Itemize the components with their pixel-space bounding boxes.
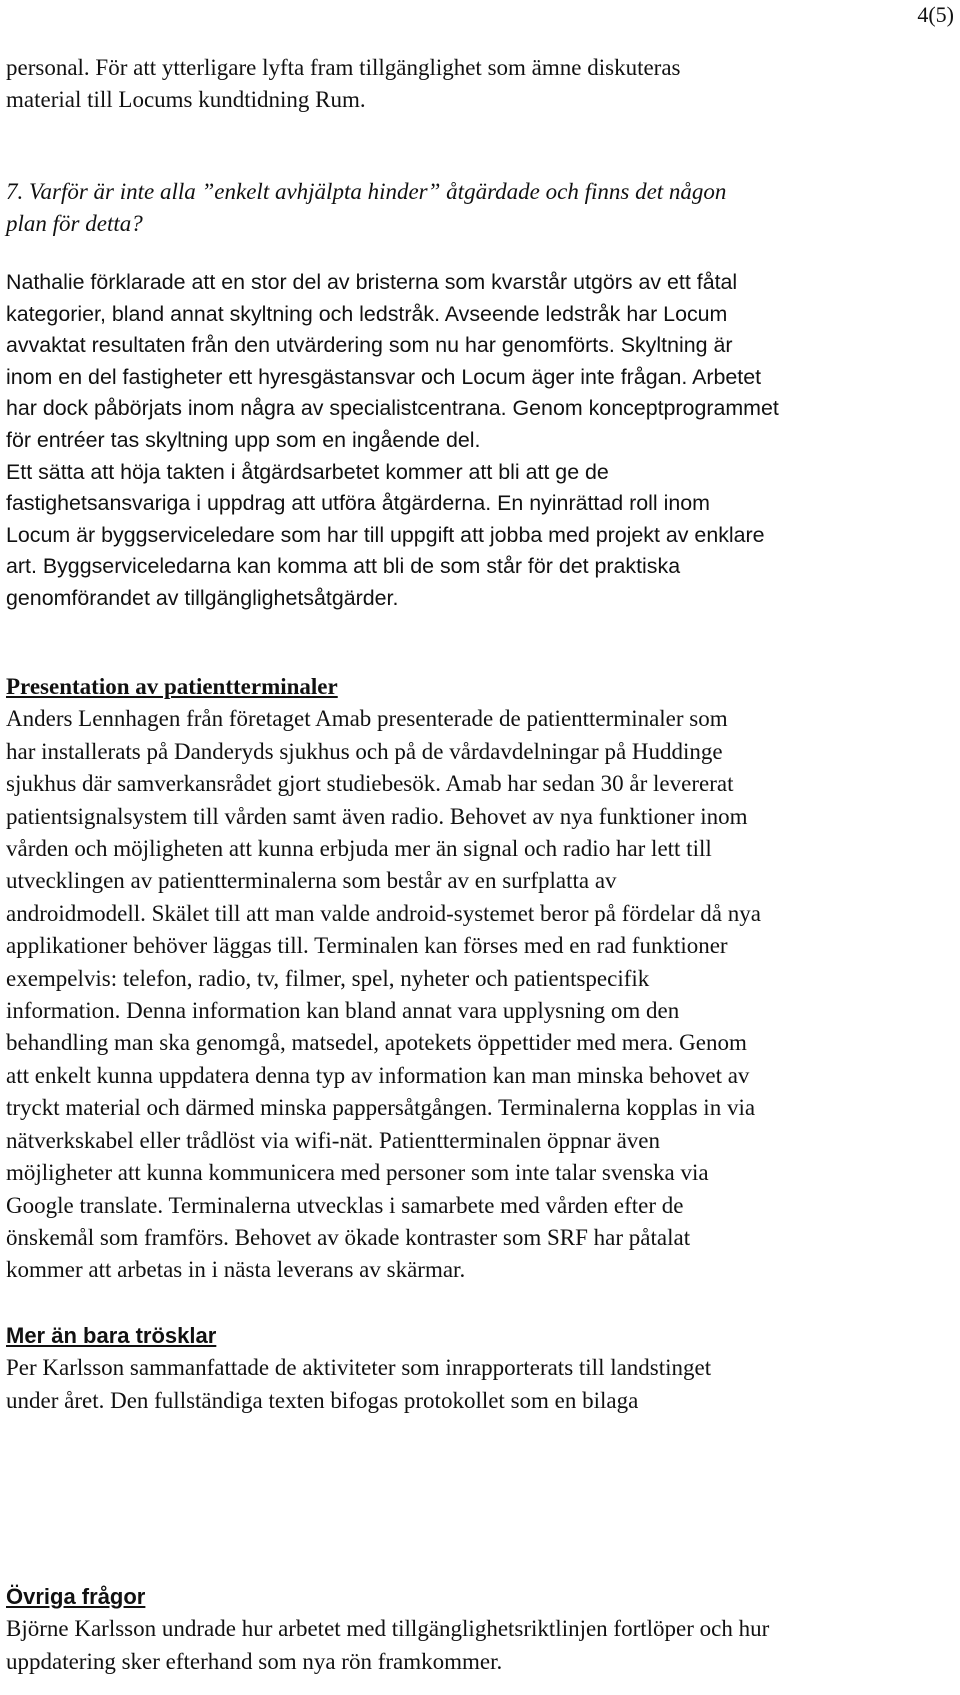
answer-7-paragraph (6, 267, 956, 615)
text-line: applikationer behöver läggas till. Terminalen kan förses med en rad funktioner (6, 933, 728, 959)
section-heading: Övriga frågor (6, 1584, 146, 1609)
text-line: nätverkskabel eller trådlöst via wifi-nät. Patientterminalen öppnar även (6, 1127, 660, 1153)
text-line: Björne Karlsson undrade hur arbetet med tillgänglighetsriktlinjen fortlöper och hur (6, 1616, 770, 1642)
text-line: möjligheter att kunna kommunicera med personer som inte talar svenska via (6, 1160, 709, 1186)
text-line: för entréer tas skyltning upp som en ingående del. (6, 427, 481, 452)
text-line: Google translate. Terminalerna utvecklas i samarbete med vården efter de (6, 1192, 684, 1218)
section-other-questions (6, 1581, 956, 1678)
text-line: patientsignalsystem till vården samt även radio. Behovet av nya funktioner inom (6, 803, 748, 829)
text-line: personal. För att ytterligare lyfta fram tillgänglighet som ämne diskuteras (6, 55, 681, 80)
section-more-than-thresholds (6, 1320, 956, 1417)
text-line: kategorier, bland annat skyltning och ledstråk. Avseende ledstråk har Locum (6, 301, 728, 326)
text-line: att enkelt kunna uppdatera denna typ av information kan man minska behovet av (6, 1062, 750, 1088)
text-line: har installerats på Danderyds sjukhus och på de vårdavdelningar på Huddinge (6, 738, 723, 764)
text-line: Nathalie förklarade att en stor del av bristerna som kvarstår utgörs av ett fåtal (6, 270, 738, 294)
text-line: vården och möjligheten att kunna erbjuda mer än signal och radio har lett till (6, 836, 712, 862)
page-number: 4(5) (917, 2, 954, 27)
section-patient-terminals (6, 671, 956, 1287)
text-line: information. Denna information kan bland annat vara upplysning om den (6, 998, 680, 1024)
text-line: fastighetsansvariga i uppdrag att utföra åtgärderna. En nyinrättad roll inom (6, 491, 710, 516)
text-line: avvaktat resultaten från den utvärdering som nu har genomförts. Skyltning är (6, 333, 733, 358)
text-line: uppdatering sker efterhand som nya rön framkommer. (6, 1648, 503, 1674)
text-line: tryckt material och därmed minska pappersåtgången. Terminalerna kopplas in via (6, 1095, 756, 1121)
question-7 (6, 176, 956, 241)
text-line: androidmodell. Skälet till att man valde android-systemet beror på fördelar då nya (6, 900, 761, 926)
text-line: exempelvis: telefon, radio, tv, filmer, spel, nyheter och patientspecifik (6, 965, 650, 991)
text-line: genomförandet av tillgänglighetsåtgärder. (6, 585, 399, 610)
text-line: under året. Den fullständiga texten bifogas protokollet som en bilaga (6, 1387, 639, 1413)
text-line: har dock påbörjats inom några av specialistcentrana. Genom konceptprogrammet (6, 396, 779, 421)
intro-paragraph (6, 52, 956, 117)
section-heading: Mer än bara trösklar (6, 1323, 217, 1348)
text-line: behandling man ska genomgå, matsedel, apotekets öppettider med mera. Genom (6, 1030, 747, 1056)
text-line: utvecklingen av patientterminalerna som består av en surfplatta av (6, 868, 617, 894)
text-line: Anders Lennhagen från företaget Amab presenterade de patientterminaler som (6, 706, 728, 732)
text-line: kommer att arbetas in i nästa leverans av skärmar. (6, 1257, 466, 1283)
question-line: 7. Varför är inte alla ”enkelt avhjälpta hinder” åtgärdade och finns det någon (6, 179, 727, 204)
text-line: önskemål som framförs. Behovet av ökade kontraster som SRF har påtalat (6, 1224, 691, 1250)
text-line: inom en del fastigheter ett hyresgästansvar och Locum äger inte frågan. Arbetet (6, 364, 762, 389)
section-heading: Presentation av patientterminaler (6, 674, 338, 699)
text-line: art. Byggserviceledarna kan komma att bli de som står för det praktiska (6, 554, 681, 579)
text-line: sjukhus där samverkansrådet gjort studiebesök. Amab har sedan 30 år levererat (6, 771, 734, 797)
question-line: plan för detta? (6, 211, 143, 237)
text-line: Locum är byggserviceledare som har till uppgift att jobba med projekt av enklare (6, 522, 765, 547)
text-line: Ett sätta att höja takten i åtgärdsarbetet kommer att bli att ge de (6, 459, 609, 484)
text-line: Per Karlsson sammanfattade de aktiviteter som inrapporterats till landstinget (6, 1355, 712, 1381)
text-line: material till Locums kundtidning Rum. (6, 87, 366, 113)
